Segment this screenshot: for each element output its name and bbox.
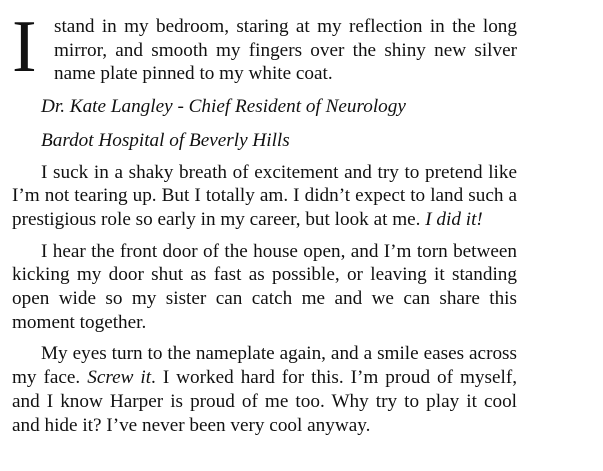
name-plate-hospital: Bardot Hospital of Beverly Hills [41, 129, 290, 151]
name-plate-title: Dr. Kate Langley - Chief Resident of Neurology [41, 96, 406, 118]
paragraph-3-text-after: . I worked hard for this. I’m proud of myself, and I know Harper is proud of me too. Why try to play it cool and hide it? I’ve never been very cool anyway. [12, 367, 518, 436]
paragraph-2 [12, 240, 517, 335]
opening-text: stand in my bedroom, staring at my reflection in the long mirror, and smooth my fingers over the shiny new silver name plate pinned to my white coat. [54, 16, 517, 85]
paragraph-1-emphasis: I did it! [425, 208, 483, 230]
drop-cap: I [12, 6, 37, 88]
paragraph-2-text: I hear the front door of the house open, and I’m torn between kicking my door shut as fast as possible, or leaving it standing open wide so my sister can catch me and we can share this moment together. [12, 240, 517, 333]
paragraph-1 [12, 161, 517, 232]
opening-paragraph [12, 6, 517, 88]
paragraph-3-emphasis: Screw it [87, 367, 152, 389]
paragraph-3-text-before: My eyes turn to the nameplate again, and a smile eases across my face. [12, 343, 517, 389]
paragraph-1-text: I suck in a shaky breath of excitement and try to pretend like I’m not tearing up. But I totally am. I didn’t expect to land such a prestigious role so early in my career, but look at me. [12, 161, 517, 230]
paragraph-3 [12, 342, 517, 437]
document-page [12, 0, 517, 437]
